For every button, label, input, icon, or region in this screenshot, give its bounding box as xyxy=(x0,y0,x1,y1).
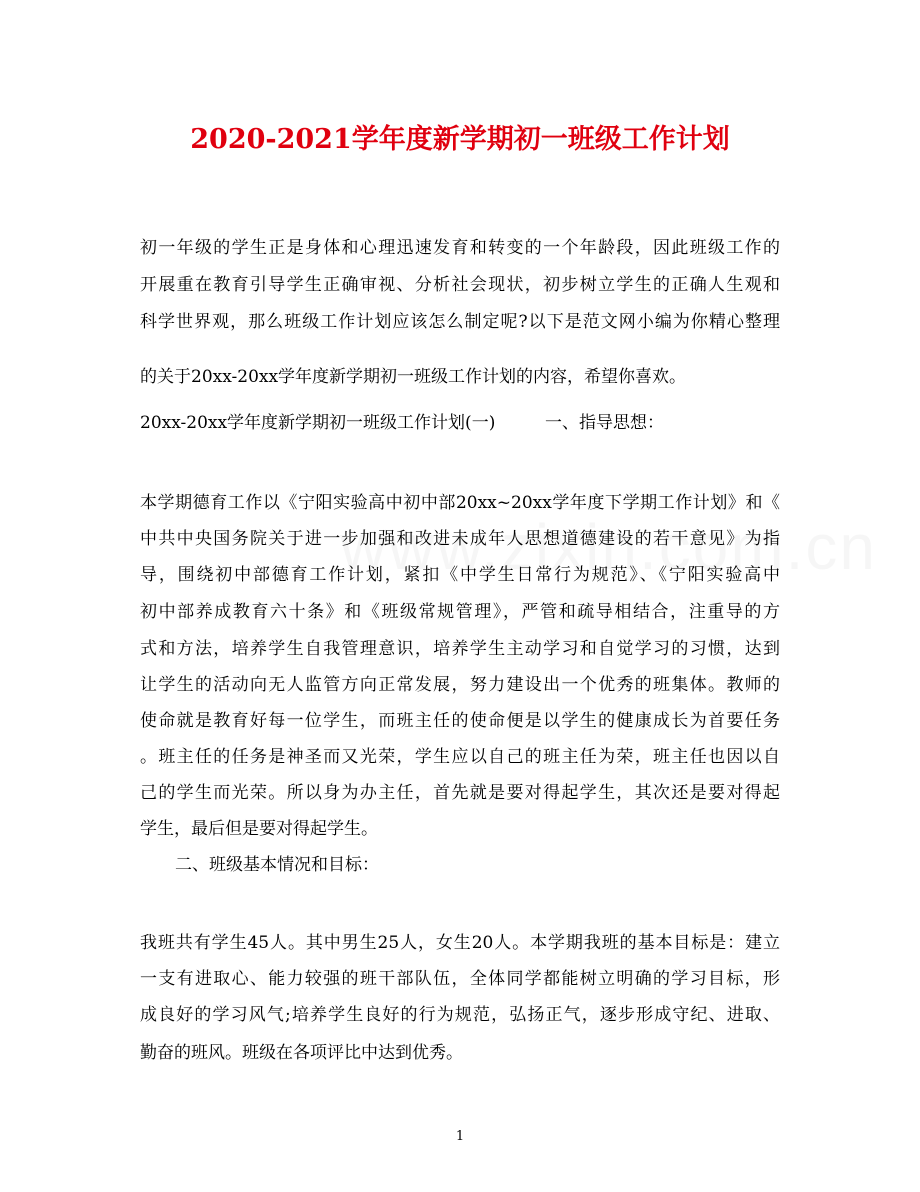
section2-heading: 二、班级基本情况和目标： xyxy=(175,855,379,875)
section1-line-6: 让学生的活动向无人监管方向正常发展，努力建设出一个优秀的班集体。教师的 xyxy=(140,675,780,695)
section2-line-2: 一支有进取心、能力较强的班干部队伍，全体同学都能树立明确的学习目标，形 xyxy=(140,969,780,989)
document-title: 2020-2021学年度新学期初一班级工作计划 xyxy=(190,124,730,155)
section2-line-1: 我班共有学生45人。其中男生25人，女生20人。本学期我班的基本目标是：建立 xyxy=(140,933,780,953)
intro-line-3: 科学世界观，那么班级工作计划应该怎么制定呢?以下是范文网小编为你精心整理 xyxy=(140,312,780,332)
intro-line-4: 的关于20xx-20xx学年度新学期初一班级工作计划的内容，希望你喜欢。 xyxy=(140,367,687,387)
section1-line-4: 初中部养成教育六十条》和《班级常规管理》，严管和疏导相结合，注重导的方 xyxy=(140,602,780,622)
section1-line-10: 学生，最后但是要对得起学生。 xyxy=(140,819,378,839)
section1-line-5: 式和方法，培养学生自我管理意识，培养学生主动学习和自觉学习的习惯，达到 xyxy=(140,639,780,659)
section1-line-9: 己的学生而光荣。所以身为办主任，首先就是要对得起学生，其次还是要对得起 xyxy=(140,783,780,803)
section2-line-4: 勤奋的班风。班级在各项评比中达到优秀。 xyxy=(140,1043,463,1063)
section1-heading: 一、指导思想： xyxy=(545,413,664,433)
section2-line-3: 成良好的学习风气;培养学生良好的行为规范，弘扬正气，逐步形成守纪、进取、 xyxy=(140,1005,780,1025)
section1-line-3: 导，围绕初中部德育工作计划，紧扣《中学生日常行为规范》、《宁阳实验高中 xyxy=(140,565,780,585)
intro-line-2: 开展重在教育引导学生正确审视、分析社会现状，初步树立学生的正确人生观和 xyxy=(140,275,780,295)
watermark xyxy=(340,510,877,584)
section1-line-1: 本学期德育工作以《宁阳实验高中初中部20xx~20xx学年度下学期工作计划》和《 xyxy=(140,493,780,513)
section1-line-7: 使命就是教育好每一位学生，而班主任的使命便是以学生的健康成长为首要任务 xyxy=(140,711,780,731)
intro-line-1: 初一年级的学生正是身体和心理迅速发育和转变的一个年龄段，因此班级工作的 xyxy=(140,238,780,258)
plan-subheading: 20xx-20xx学年度新学期初一班级工作计划(一) xyxy=(140,413,496,433)
page-number: 1 xyxy=(455,1129,465,1144)
section1-line-8: 。班主任的任务是神圣而又光荣，学生应以自己的班主任为荣，班主任也因以自 xyxy=(140,747,780,767)
section1-line-2: 中共中央国务院关于进一步加强和改进未成年人思想道德建设的若干意见》为指 xyxy=(140,529,780,549)
